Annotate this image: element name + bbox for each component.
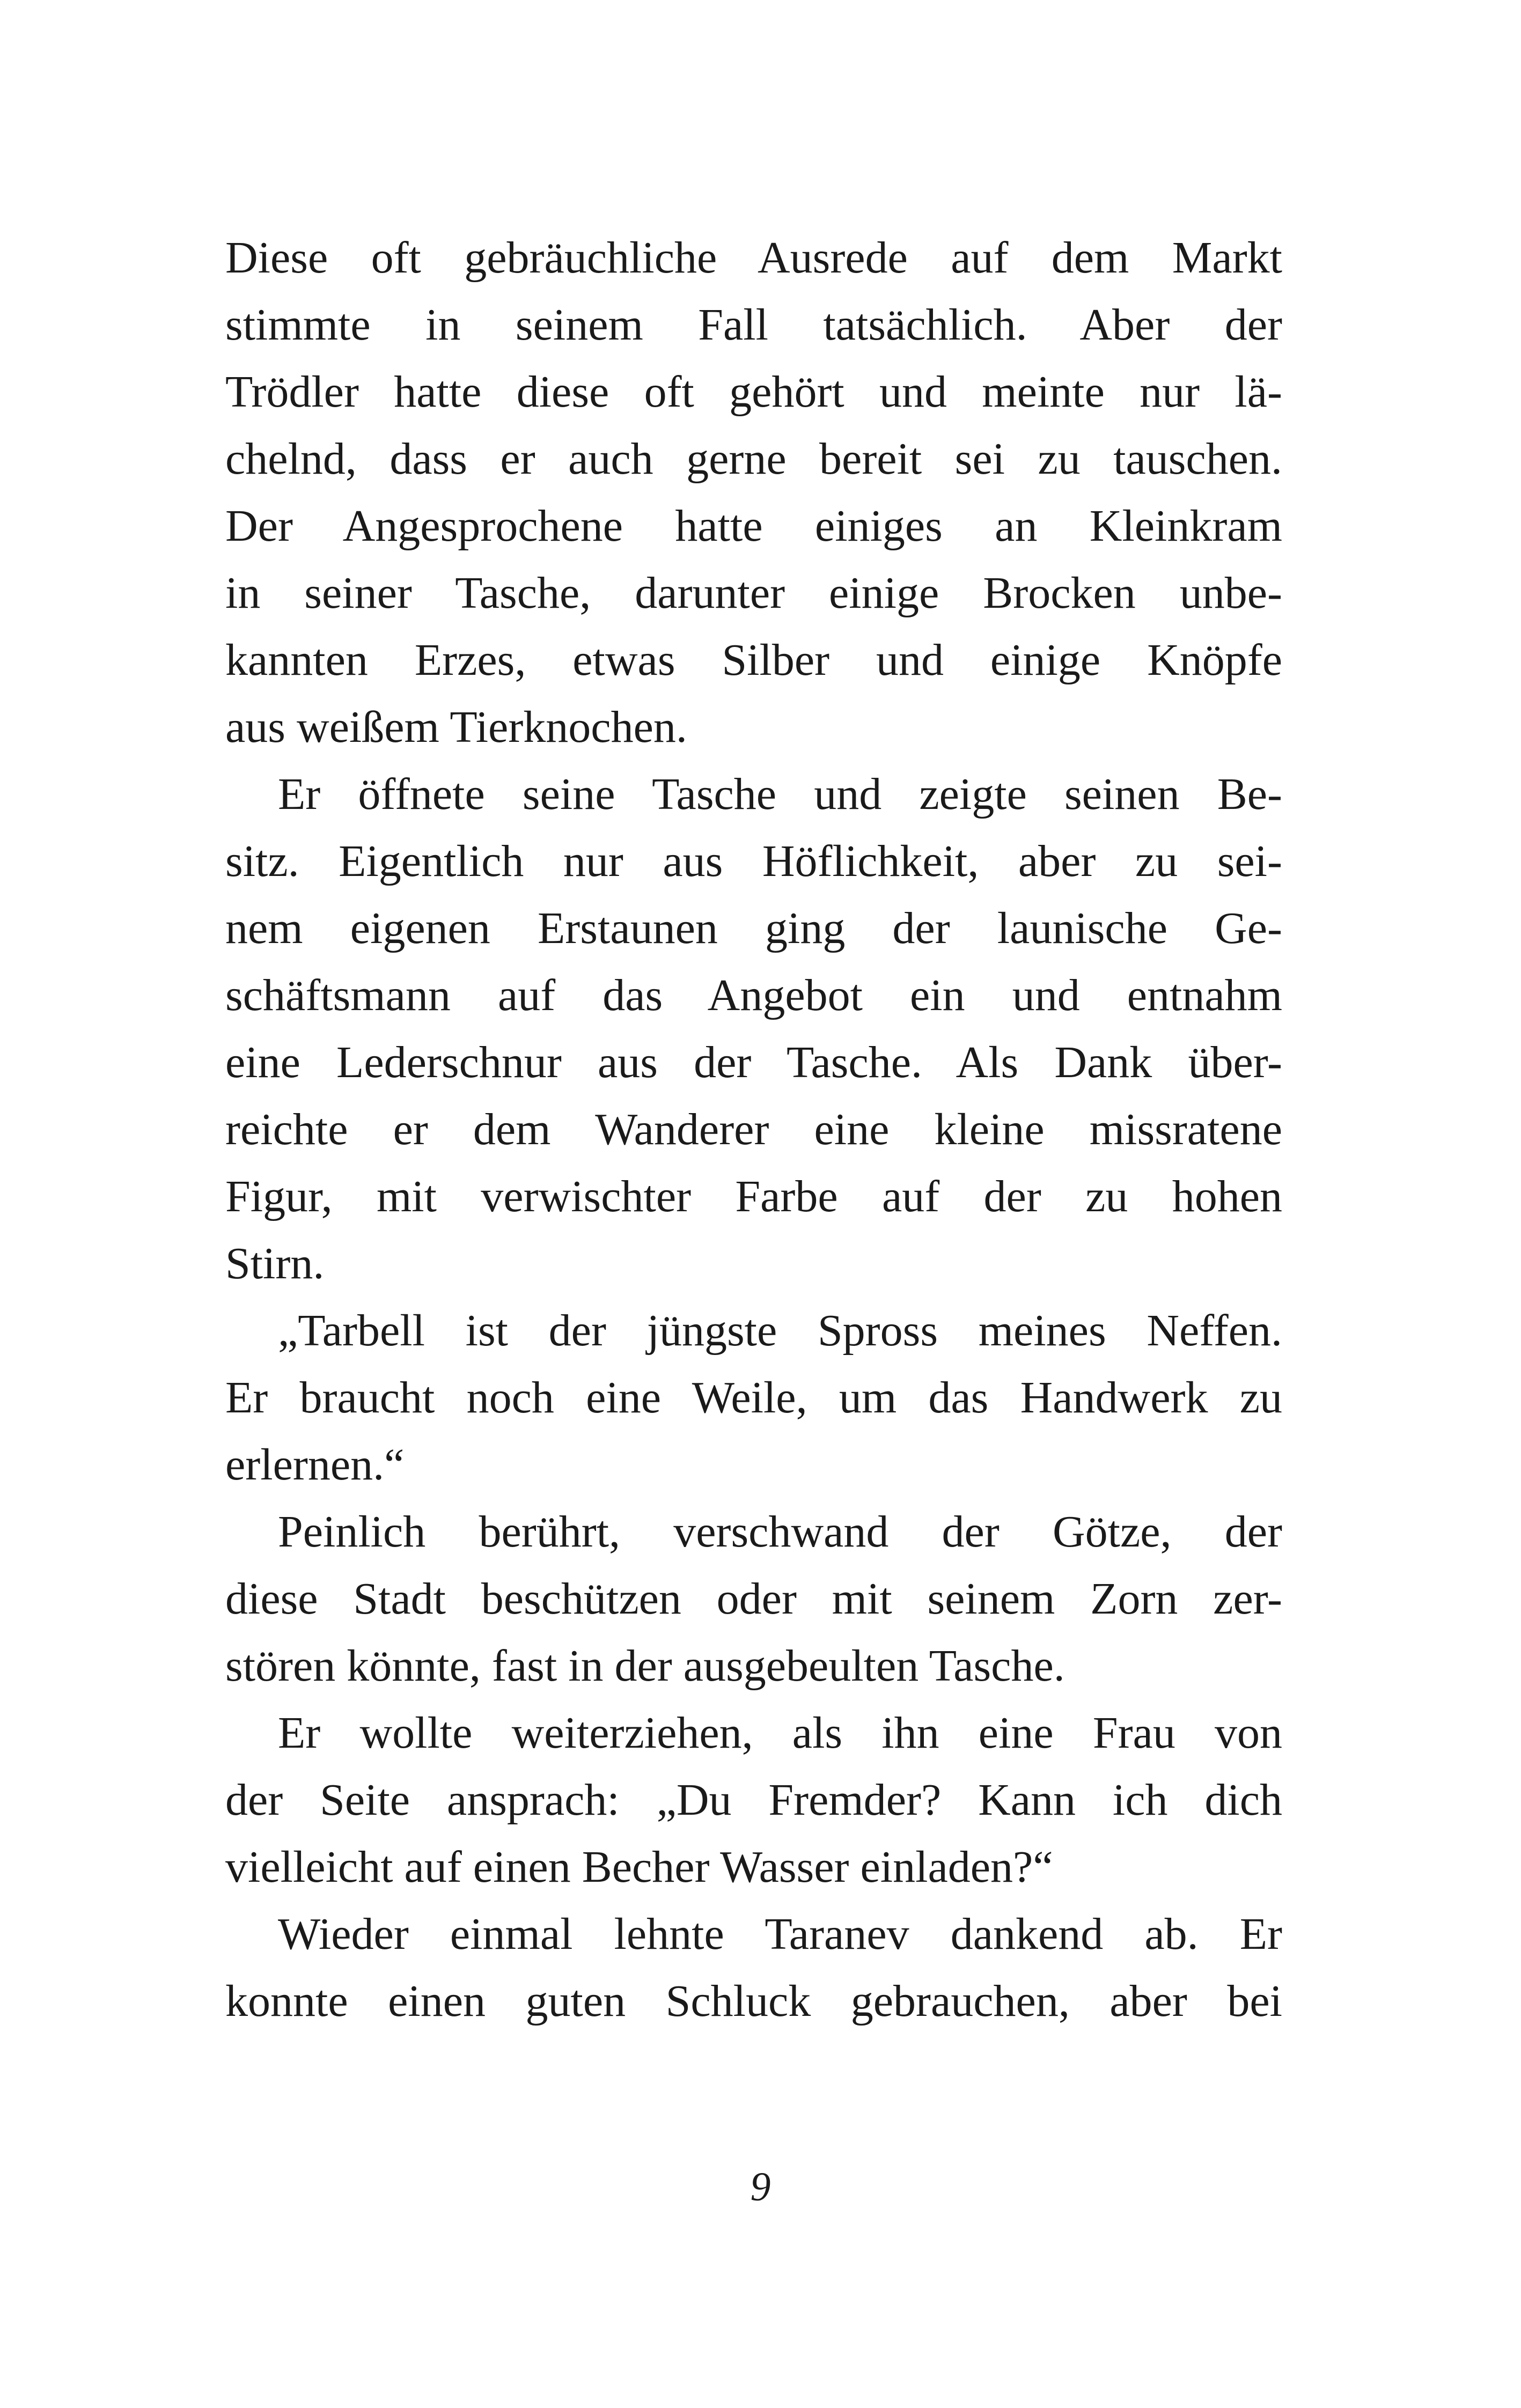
text-line: Der Angesprochene hatte einiges an Kleinkram — [225, 501, 1282, 551]
text-line: der Seite ansprach: „Du Fremder? Kann ich dich — [225, 1775, 1282, 1825]
text-line: erlernen.“ — [225, 1440, 405, 1490]
text-line: in seiner Tasche, darunter einige Brocken unbe- — [225, 568, 1282, 618]
text-line: eine Lederschnur aus der Tasche. Als Dank über- — [225, 1037, 1282, 1087]
paragraph — [225, 1901, 1282, 2035]
text-line: aus weißem Tierknochen. — [225, 702, 687, 752]
text-line: chelnd, dass er auch gerne bereit sei zu tauschen. — [225, 434, 1282, 484]
text-line: konnte einen guten Schluck gebrauchen, aber bei — [225, 1976, 1282, 2026]
paragraph — [225, 761, 1282, 1297]
text-line: sitz. Eigentlich nur aus Höflichkeit, aber zu sei- — [225, 836, 1282, 886]
text-line: Er wollte weiterziehen, als ihn eine Frau von — [278, 1708, 1282, 1758]
body-text — [225, 224, 1282, 2035]
text-line: Stirn. — [225, 1239, 325, 1288]
text-line: stören könnte, fast in der ausgebeulten Tasche. — [225, 1641, 1065, 1691]
paragraph — [225, 1699, 1282, 1901]
text-line: Peinlich berührt, verschwand der Götze, der — [278, 1507, 1282, 1557]
page-number: 9 — [750, 2164, 771, 2210]
text-line: Wieder einmal lehnte Taranev dankend ab. Er — [278, 1909, 1282, 1959]
text-line: Trödler hatte diese oft gehört und meinte nur lä- — [225, 367, 1282, 417]
text-line: kannten Erzes, etwas Silber und einige Knöpfe — [225, 635, 1282, 685]
text-line: schäftsmann auf das Angebot ein und entnahm — [225, 970, 1282, 1020]
text-line: stimmte in seinem Fall tatsächlich. Aber der — [225, 300, 1282, 350]
text-line: diese Stadt beschützen oder mit seinem Zorn zer- — [225, 1574, 1282, 1624]
text-line: nem eigenen Erstaunen ging der launische Ge- — [225, 903, 1282, 953]
text-line: Er öffnete seine Tasche und zeigte seinen Be- — [278, 769, 1282, 819]
text-line: Er braucht noch eine Weile, um das Handwerk zu — [225, 1373, 1282, 1423]
paragraph — [225, 224, 1282, 761]
text-line: Figur, mit verwischter Farbe auf der zu hohen — [225, 1172, 1282, 1221]
text-line: reichte er dem Wanderer eine kleine missratene — [225, 1104, 1282, 1154]
text-line: Diese oft gebräuchliche Ausrede auf dem Markt — [225, 233, 1282, 283]
text-line: vielleicht auf einen Becher Wasser einladen?“ — [225, 1842, 1053, 1892]
text-line: „Tarbell ist der jüngste Spross meines Neffen. — [278, 1306, 1282, 1356]
paragraph — [225, 1297, 1282, 1498]
paragraph — [225, 1498, 1282, 1699]
